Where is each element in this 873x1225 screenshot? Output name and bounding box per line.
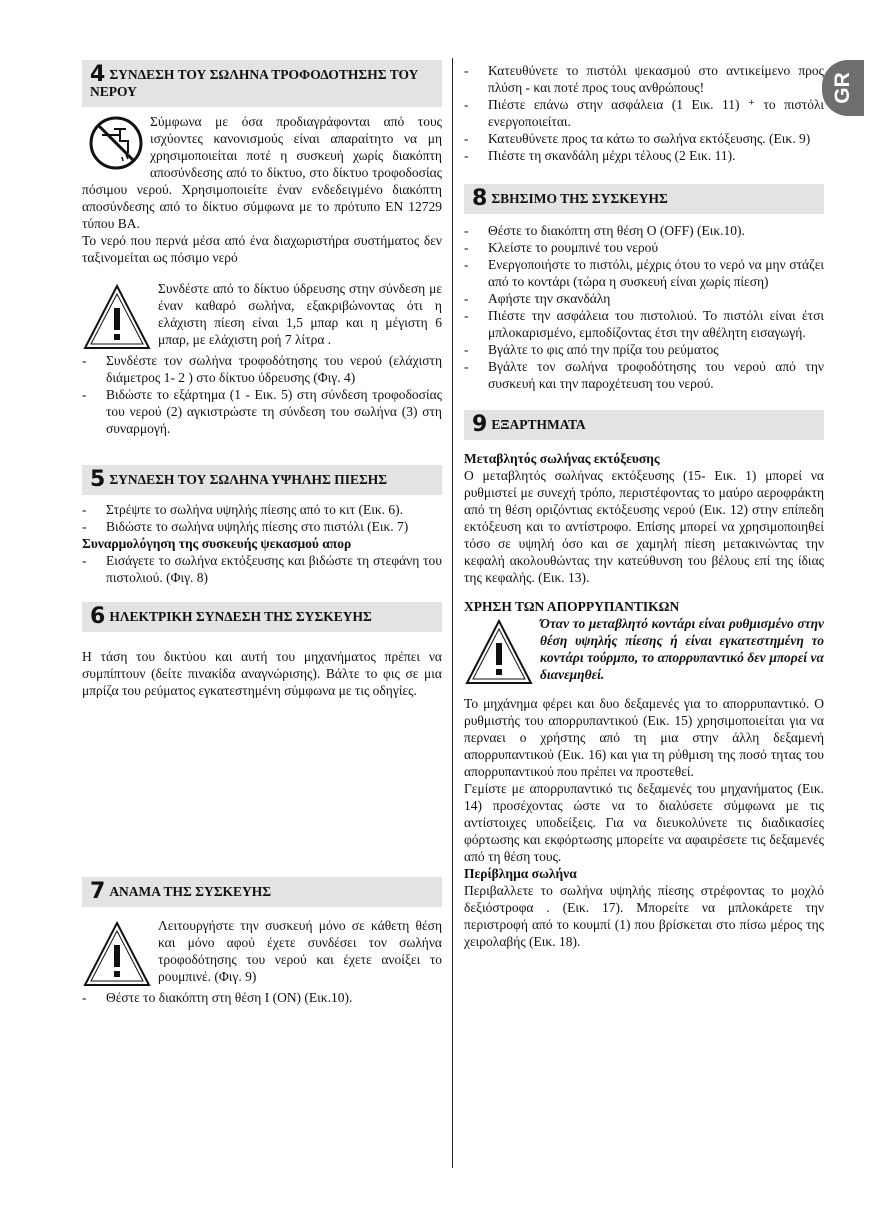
section-number: 4 (90, 62, 106, 87)
section-6-heading (82, 602, 442, 632)
section-8-list (464, 222, 824, 392)
section-number: 7 (90, 879, 106, 904)
section-title: ΕΞΑΡΤΗΜΑΤΑ (491, 417, 586, 432)
list-item: - Εισάγετε το σωλήνα εκτόξευσης και βιδώστε τη στεφάνη του πιστολιού. (Φιγ. 8) (82, 552, 442, 586)
paragraph: Σύμφωνα με όσα προδιαγράφονται από τους ισχύοντες κανονισμούς είναι απαραίτητο να μη χρησιμοποιείται ποτέ η συσκευή χωρίς διακόπτη αποσύνδεσης από το δίκτυο, στο δίκτυο τροφοδοσίας πόσιμου νερού. Χρησιμοποιείτε έναν ενδεδειγμένο διακόπτη αποσύνδεσης από το δίκτυο σύμφωνα με το πρότυπο EN 12729 τύπου BA. (82, 114, 442, 231)
no-backflow-icon (88, 115, 144, 171)
section-number: 9 (472, 412, 488, 437)
warning-block (82, 280, 442, 352)
section-title: ΣΥΝΔΕΣΗ ΤΟΥ ΣΩΛΗΝΑ ΥΨΗΛΗΣ ΠΙΕΣΗΣ (109, 472, 388, 487)
section-4-body (82, 113, 442, 266)
list-item: - Πιέστε επάνω στην ασφάλεια (1 Εικ. 11) ⁺ το πιστόλι ενεργοποιείται. (464, 96, 824, 130)
warning-triangle-icon (82, 282, 152, 352)
subheading: Μεταβλητός σωλήνας εκτόξευσης (464, 451, 660, 466)
section-title: ΣΥΝΔΕΣΗ ΤΟΥ ΣΩΛΗΝΑ ΤΡΟΦΟΔΟΤΗΣΗΣ ΤΟΥ ΝΕΡΟΥ (90, 67, 419, 99)
list-item: - Κλείστε το ρουμπινέ του νερού (464, 239, 824, 256)
warning-text: Συνδέστε από το δίκτυο ύδρευσης στην σύνδεση με έναν καθαρό σωλήνα, εξακριβώνοντας ότι η ελάχιστη πίεση είναι 1,5 μπαρ και η μέγιστη 6 μπαρ, με ελάχιστη ροή 7 λίτρα . (158, 281, 442, 347)
section-title: ΣΒΗΣΙΜΟ ΤΗΣ ΣΥΣΚΕΥΗΣ (491, 191, 668, 206)
warning-triangle-icon (464, 617, 534, 687)
list-item: - Πιέστε την ασφάλεια του πιστολιού. Το πιστόλι είναι έτσι μπλοκαρισμένο, εμποδίζοντας έτσι την αθέλητη εισαγωγή. (464, 307, 824, 341)
list-item: - Θέστε το διακόπτη στη θέση O (OFF) (Εικ.10). (464, 222, 824, 239)
section-5-body (82, 501, 442, 586)
section-6-body (82, 648, 442, 699)
section-9-heading (464, 410, 824, 440)
section-5-heading (82, 465, 442, 495)
warning-block (82, 917, 442, 989)
right-column (464, 62, 824, 950)
section-number: 8 (472, 186, 488, 211)
paragraph: Το μηχάνημα φέρει και δυο δεξαμενές για το απορρυπαντικό. Ο ρυθμιστής του απορρυπαντικού (Εικ. 15) χρησιμοποιείται για να περναει ο χρήστης από τη μια στην άλλη δεξαμενή απορρυπαντικού (Εικ. 16) και για τη ρύθμιση της ποσό τητας του απορρυπαντικού που πρέπει να προστεθεί. (464, 696, 824, 779)
section-title: ΑΝΑΜΑ ΤΗΣ ΣΥΣΚΕΥΗΣ (109, 884, 272, 899)
list-item: - Στρέψτε το σωλήνα υψηλής πίεσης από το κιτ (Εικ. 6). (82, 501, 442, 518)
paragraph: Η τάση του δικτύου και αυτή του μηχανήματος πρέπει να συμπίπτουν (δείτε πινακίδα αναγνώρισης). Βάλτε το φις σε μια μπρίζα του ρεύματος εγκατεστημένη σύμφωνα με τις οδηγίες. (82, 649, 442, 698)
section-7-heading (82, 877, 442, 907)
paragraph: Γεμίστε με απορρυπαντικό τις δεξαμενές του μηχανήματος (Εικ. 14) προσέχοντας ώστε να το διαλύσετε σύμφωνα με τις αντίστοιχες υποδείξεις. Για να διευκολύνετε τις διαδικασίες φόρτωσης και εκφόρτωσης μπορείτε να αφαιρέσετε τις δεξαμενές από τη θέση τους. (464, 781, 824, 864)
list-item: - Πιέστε τη σκανδάλη μέχρι τέλους (2 Εικ. 11). (464, 147, 824, 164)
paragraph: Το νερό που περνά μέσα από ένα διαχωριστήρα συστήματος δεν ταξινομείται ως πόσιμο νερό (82, 233, 442, 265)
warning-text: Όταν το μεταβλητό κοντάρι είναι ρυθμισμένο στην θέση υψηλής πίεσης ή είναι εγκατεστημένη το κοντάρι τούρμπο, το απορρυπαντικό δεν μπορεί να διανεμηθεί. (540, 616, 824, 682)
list-item: - Κατευθύνετε προς τα κάτω το σωλήνα εκτόξευσης. (Εικ. 9) (464, 130, 824, 147)
list-item: - Κατευθύνετε το πιστόλι ψεκασμού στο αντικείμενο προς πλύση - και ποτέ προς τους ανθρώπους! (464, 62, 824, 96)
subheading: ΧΡΗΣΗ ΤΩΝ ΑΠΟΡΡΥΠΑΝΤΙΚΩΝ (464, 599, 680, 614)
list-item: - Αφήστε την σκανδάλη (464, 290, 824, 307)
list-item: - Βιδώστε το σωλήνα υψηλής πίεσης στο πιστόλι (Εικ. 7) (82, 518, 442, 535)
left-column (82, 60, 442, 1006)
section-4-heading (82, 60, 442, 107)
section-number: 5 (90, 467, 106, 492)
section-7-continued (464, 62, 824, 164)
section-9-body (464, 450, 824, 950)
warning-text: Λειτουργήστε την συσκευή μόνο σε κάθετη θέση και μόνο αφού έχετε συνδέσει τον σωλήνα τροφοδότησης του νερού και έχετε ανοίξει το ρουμπινέ. (Φιγ. 9) (158, 918, 442, 984)
list-item: - Βγάλτε τον σωλήνα τροφοδότησης του νερού από την συσκευή και την παροχέτευση του νερού. (464, 358, 824, 392)
list-item: - Συνδέστε τον σωλήνα τροφοδότησης του νερού (ελάχιστη διάμετρος 1- 2 ) στο δίκτυο ύδρευσης (Φιγ. 4) (82, 352, 442, 386)
section-number: 6 (90, 604, 106, 629)
paragraph: Ο μεταβλητός σωλήνας εκτόξευσης (15- Εικ. 1) μπορεί να ρυθμιστεί με συνεχή τρόπο, περιστέφοντας το μαύρο αεροφράκτη από τη θέση οριζόντιας εκτόξευσης νερού (Εικ. 12) στην επίπεδη εκτόξευση και το αντίστροφο. Επίσης μπορεί να χρησιμοποιηθεί τόσο σε υψηλή όσο και σε χαμηλή πίεση μετακινώντας την κεφαλή ακολουθώντας την κατεύθυνση του βέλους επί της ίδιας της κεφαλής. (Εικ. 13). (464, 468, 824, 585)
section-4-list (82, 352, 442, 437)
subheading: Συναρμολόγηση της συσκευής ψεκασμού απορ (82, 536, 352, 551)
subheading: Περίβλημα σωλήνα (464, 866, 577, 881)
warning-triangle-icon (82, 919, 152, 989)
list-item: - Βγάλτε το φις από την πρίζα του ρεύματος (464, 341, 824, 358)
list-item: - Ενεργοποιήστε το πιστόλι, μέχρις ότου το νερό να μην στάζει από το κοντάρι (τώρα η συσκευή είναι χωρίς πίεση) (464, 256, 824, 290)
section-title: ΗΛΕΚΤΡΙΚΗ ΣΥΝΔΕΣΗ ΤΗΣ ΣΥΣΚΕΥΗΣ (109, 609, 372, 624)
list-item: - Θέστε το διακόπτη στη θέση I (ON) (Εικ.10). (82, 989, 442, 1006)
section-8-heading (464, 184, 824, 214)
paragraph: Περιβαλλετε το σωλήνα υψηλής πίεσης στρέφοντας το μοχλό δεξιόστροφα . (Εικ. 17). Μπορείτε να μπλοκάρετε την περιστροφή από το κουμπί (1) που βρίσκεται στο πίσω μέρος της χειρολαβής (Εικ. 18). (464, 883, 824, 949)
list-item: - Βιδώστε το εξάρτημα (1 - Εικ. 5) στη σύνδεση τροφοδοσίας του νερού (2) αγκιστρώστε τη σύνδεση του σωλήνα (3) στη συναρμογή. (82, 386, 442, 437)
column-divider (452, 58, 453, 1168)
warning-block (464, 615, 824, 687)
language-tab: GR (822, 60, 864, 116)
